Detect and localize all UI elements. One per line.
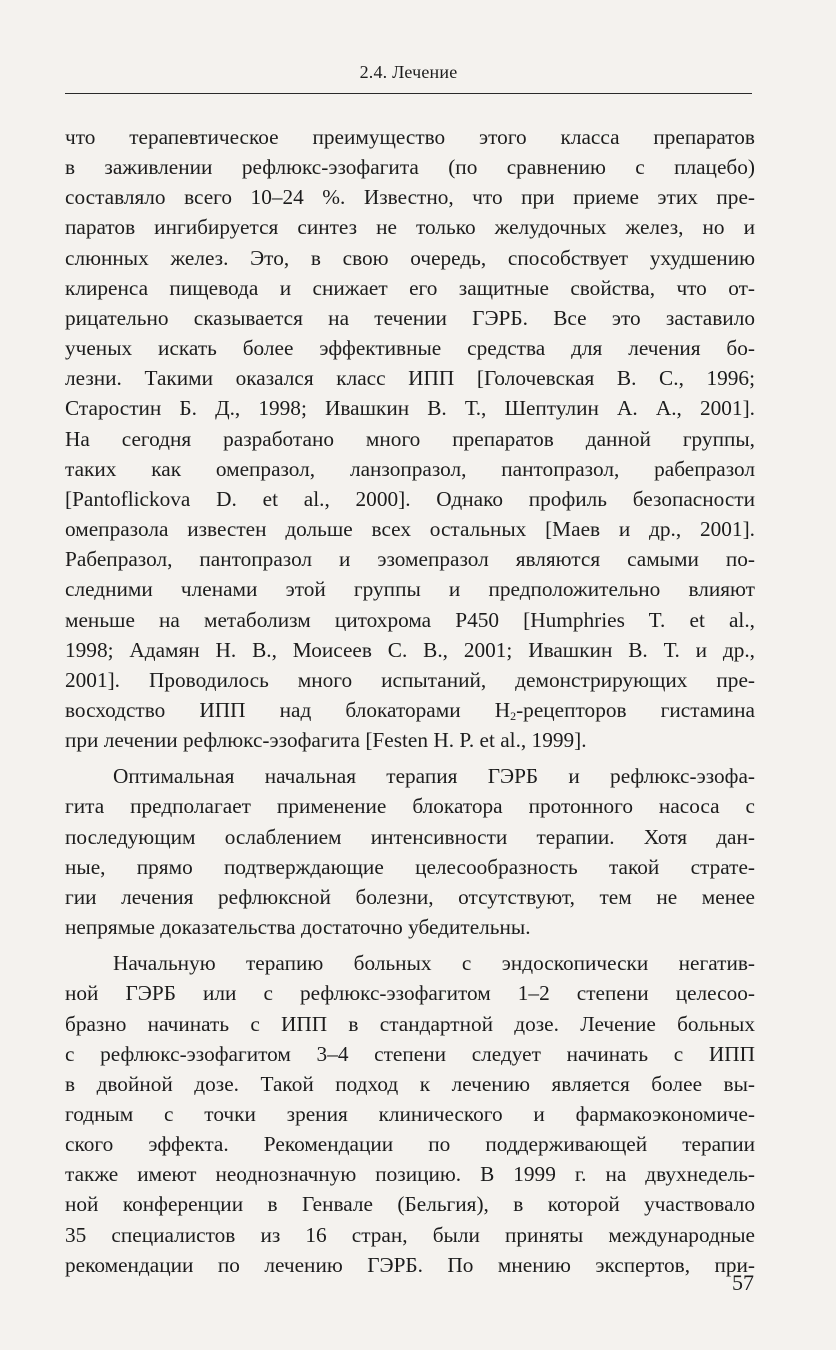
text-line: Оптимальная начальная терапия ГЭРБ и рефлюкс-эзофа- (113, 764, 755, 789)
text-line: На сегодня разработано много препаратов данной группы, (65, 426, 755, 451)
text-line: 2001]. Проводилось много испытаний, демонстрирующих пре- (65, 667, 755, 692)
text-line: Начальную терапию больных с эндоскопически негатив- (113, 951, 755, 976)
text-line: Старостин Б. Д., 1998; Ивашкин В. Т., Шептулин А. А., 2001]. (65, 396, 755, 421)
text-line: омепразола известен дольше всех остальных [Маев и др., 2001]. (65, 517, 755, 542)
header-rule (65, 93, 752, 94)
text-line: что терапевтическое преимущество этого класса препаратов (65, 125, 755, 149)
text-line: в двойной дозе. Такой подход к лечению является более вы- (65, 1071, 755, 1096)
text-fragment: восходство ИПП над блокаторами H (65, 697, 511, 722)
text-line: паратов ингибируется синтез не только желудочных желез, но и (65, 215, 755, 240)
text-line: ной конференции в Генвале (Бельгия), в которой участвовало (65, 1192, 755, 1217)
text-line: также имеют неоднозначную позицию. В 1999 г. на двухнедель- (65, 1162, 755, 1187)
paragraph-3 (65, 948, 755, 1280)
text-line: 1998; Адамян Н. В., Моисеев С. В., 2001; Ивашкин В. Т. и др., (65, 637, 755, 662)
text-line: ные, прямо подтверждающие целесообразность такой страте- (65, 854, 755, 879)
text-line: меньше на метаболизм цитохрома P450 [Humphries T. et al., (65, 607, 755, 632)
running-header-title: 2.4. Лечение (359, 62, 458, 82)
text-line: непрямые доказательства достаточно убедительны. (65, 915, 531, 940)
paragraph-1 (65, 122, 755, 755)
page-number: 57 (732, 1270, 754, 1295)
text-line: лезни. Такими оказался класс ИПП [Голочевская В. С., 1996; (65, 366, 755, 391)
text-line: в заживлении рефлюкс-эзофагита (по сравнению с плацебо) (65, 155, 755, 180)
text-line: ученых искать более эффективные средства для лечения бо- (65, 336, 755, 361)
text-line: гии лечения рефлюксной болезни, отсутствуют, тем не менее (65, 884, 755, 909)
text-line: ского эффекта. Рекомендации по поддерживающей терапии (65, 1132, 755, 1157)
subscript: 2 (510, 708, 517, 723)
text-line: Рабепразол, пантопразол и эзомепразол являются самыми по- (65, 547, 755, 572)
text-line: клиренса пищевода и снижает его защитные свойства, что от- (65, 275, 755, 300)
text-line: таких как омепразол, ланзопразол, пантопразол, рабепразол (65, 456, 755, 481)
text-line: 35 специалистов из 16 стран, были приняты международные (65, 1222, 755, 1247)
text-line: с рефлюкс-эзофагитом 3–4 степени следует начинать с ИПП (65, 1041, 755, 1066)
text-line: ной ГЭРБ или с рефлюкс-эзофагитом 1–2 степени целесоо- (65, 981, 755, 1006)
text-line: составляло всего 10–24 %. Известно, что при приеме этих пре- (65, 185, 755, 210)
text-line: следними членами этой группы и предположительно влияют (65, 577, 755, 602)
paragraph-2 (65, 761, 755, 942)
text-line: [Pantoflickova D. et al., 2000]. Однако профиль безопасности (65, 486, 755, 511)
text-line: гита предполагает применение блокатора протонного насоса с (65, 794, 755, 819)
text-line: годным с точки зрения клинического и фармакоэкономиче- (65, 1102, 755, 1126)
text-line: слюнных желез. Это, в свою очередь, способствует ухудшению (65, 245, 755, 270)
text-line-with-subscript (65, 695, 755, 725)
text-line: рекомендации по лечению ГЭРБ. По мнению экспертов, при- (65, 1252, 755, 1277)
text-line: бразно начинать с ИПП в стандартной дозе. Лечение больных (65, 1011, 755, 1036)
text-fragment: -рецепторов гистамина (516, 697, 755, 722)
text-line: последующим ослаблением интенсивности терапии. Хотя дан- (65, 824, 755, 849)
text-line: рицательно сказывается на течении ГЭРБ. Все это заставило (65, 305, 755, 330)
body-text (65, 122, 755, 1280)
text-line: при лечении рефлюкс-эзофагита [Festen H. P. et al., 1999]. (65, 728, 587, 753)
